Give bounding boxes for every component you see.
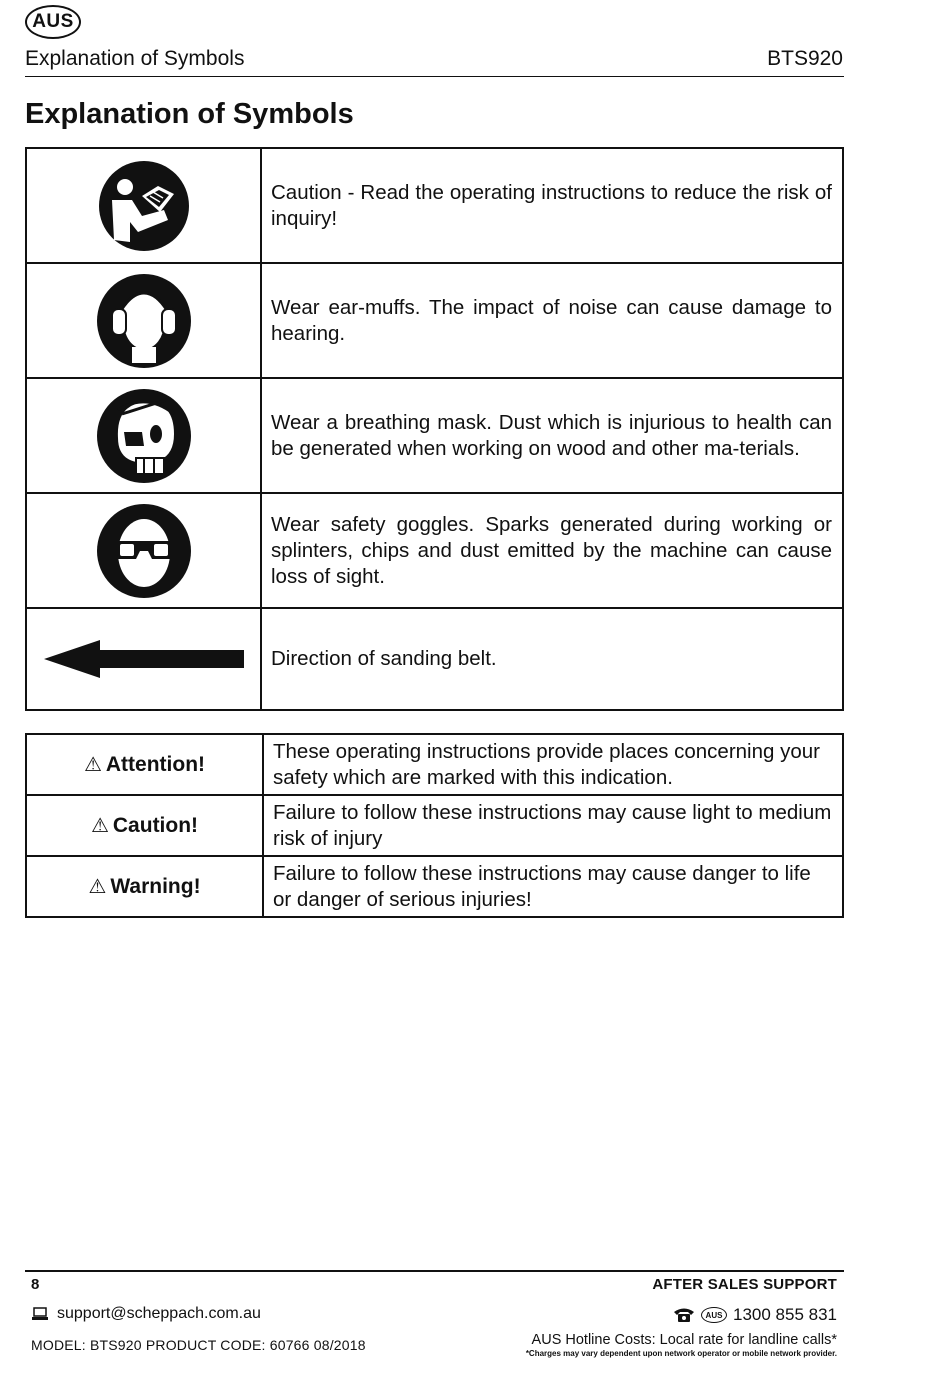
- symbol-description: Wear safety goggles. Sparks generated during working or splinters, chips and dust emitted by the machine can cause loss of sight.: [261, 493, 843, 608]
- charges-note: *Charges may vary dependent upon network operator or mobile network provider.: [525, 1349, 837, 1358]
- breathing-mask-icon: [96, 388, 192, 484]
- after-sales-heading: AFTER SALES SUPPORT: [652, 1276, 837, 1293]
- ear-muffs-icon: [96, 273, 192, 369]
- signal-word-cell: [26, 734, 263, 795]
- symbol-row: [26, 608, 843, 710]
- signal-word-cell: [26, 856, 263, 917]
- signal-word-label: Attention!: [105, 753, 206, 776]
- safety-goggles-icon: [96, 503, 192, 599]
- warning-triangle-icon: ⚠: [83, 754, 102, 776]
- symbol-description: Direction of sanding belt.: [261, 608, 843, 710]
- symbol-icon-cell: [26, 608, 261, 710]
- signal-word-label: Warning!: [110, 875, 201, 898]
- symbol-icon-cell: [26, 263, 261, 378]
- symbol-description: Wear ear-muffs. The impact of noise can cause damage to hearing.: [261, 263, 843, 378]
- signal-word-cell: [26, 795, 263, 856]
- symbols-table: [25, 147, 844, 711]
- support-email[interactable]: support@scheppach.com.au: [57, 1305, 261, 1322]
- symbol-description: Caution - Read the operating instructions to reduce the risk of inquiry!: [261, 148, 843, 263]
- warning-triangle-icon: ⚠: [88, 876, 107, 898]
- footer-divider: [25, 1270, 844, 1272]
- header-divider: [25, 76, 844, 77]
- page-title: Explanation of Symbols: [25, 98, 354, 130]
- symbol-description: Wear a breathing mask. Dust which is injurious to health can be generated when working on wood and other ma-terials.: [261, 378, 843, 493]
- signal-word-description: Failure to follow these instructions may cause danger to life or danger of serious injuries!: [263, 856, 843, 917]
- symbol-row: [26, 263, 843, 378]
- header-model: BTS920: [767, 47, 843, 70]
- symbol-icon-cell: [26, 378, 261, 493]
- left-arrow-icon: [44, 639, 244, 679]
- header-section-title: Explanation of Symbols: [25, 47, 245, 70]
- symbol-row: [26, 148, 843, 263]
- symbol-row: [26, 493, 843, 608]
- symbol-icon-cell: [26, 493, 261, 608]
- symbol-icon-cell: [26, 148, 261, 263]
- page-number: 8: [31, 1276, 40, 1293]
- signal-word-description: Failure to follow these instructions may cause light to medium risk of injury: [263, 795, 843, 856]
- hotline-row: [673, 1305, 837, 1325]
- signal-word-label: Caution!: [112, 814, 199, 837]
- aus-mini-badge: AUS: [701, 1307, 727, 1323]
- hotline-costs: AUS Hotline Costs: Local rate for landline calls*: [531, 1332, 837, 1348]
- warning-triangle-icon: ⚠: [90, 815, 109, 837]
- signal-word-row: [26, 856, 843, 917]
- support-email-row: [31, 1305, 261, 1323]
- signal-word-row: [26, 795, 843, 856]
- laptop-icon: [31, 1307, 49, 1321]
- model-product-code: MODEL: BTS920 PRODUCT CODE: 60766 08/2018: [31, 1337, 366, 1353]
- signal-words-table: [25, 733, 844, 918]
- hotline-number[interactable]: 1300 855 831: [733, 1305, 837, 1324]
- aus-badge: AUS: [25, 5, 81, 39]
- telephone-icon: [673, 1307, 695, 1323]
- signal-word-description: These operating instructions provide places concerning your safety which are marked with this indication.: [263, 734, 843, 795]
- symbol-row: [26, 378, 843, 493]
- read-manual-icon: [98, 160, 190, 252]
- signal-word-row: [26, 734, 843, 795]
